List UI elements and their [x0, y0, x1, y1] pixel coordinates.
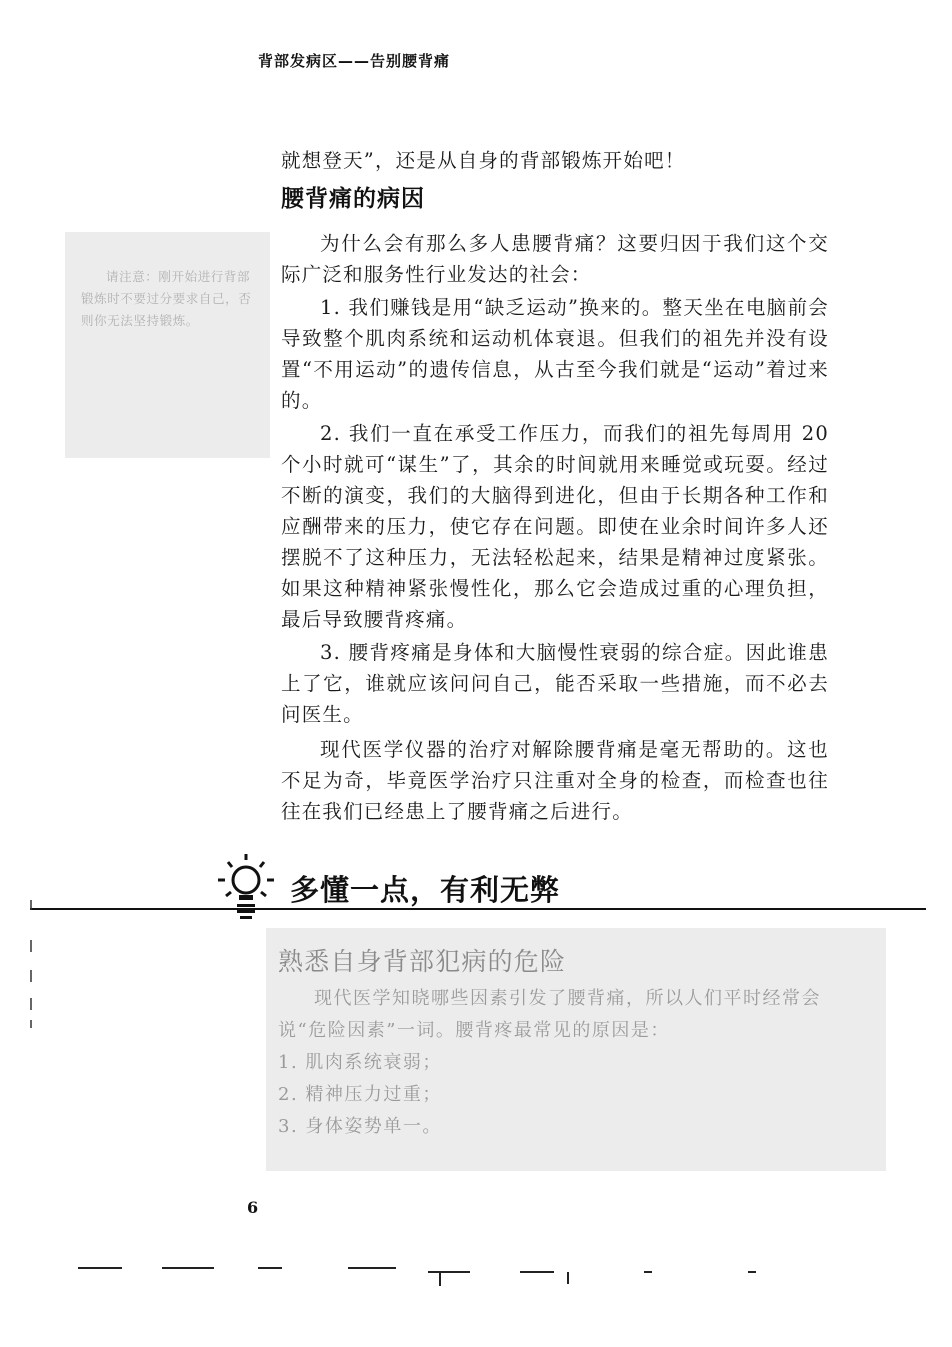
scan-edge-marks	[0, 1258, 952, 1298]
margin-dash-marks	[29, 900, 35, 1030]
page-number: 6	[247, 1198, 259, 1217]
tip-box-body	[278, 983, 838, 1143]
section-heading: 腰背痛的病因	[281, 186, 425, 212]
continued-text-line: 就想登天”，还是从自身的背部锻炼开始吧！	[281, 149, 686, 172]
section-body	[281, 228, 829, 827]
paragraph-reason-2: 2. 我们一直在承受工作压力，而我们的祖先每周用 20 个小时就可“谋生”了，其余的时间就用来睡觉或玩耍。经过不断的演变，我们的大脑得到进化，但由于长期各种工作和应酬带来的压力，使它存在问题。即使在业余时间许多人还摆脱不了这种压力，无法轻松起来，结果是精神过度紧张。如果这种精神紧张慢性化，那么它会造成过重的心理负担，最后导致腰背疼痛。	[281, 422, 829, 631]
tip-divider	[30, 908, 926, 910]
lightbulb-icon	[210, 842, 282, 932]
tip-box	[266, 928, 886, 1171]
running-head: 背部发病区——告别腰背痛	[258, 52, 451, 70]
paragraph-intro: 为什么会有那么多人患腰背痛？这要归因于我们这个交际广泛和服务性行业发达的社会：	[281, 232, 829, 286]
tip-intro: 现代医学知晓哪些因素引发了腰背痛，所以人们平时经常会说“危险因素”一词。腰背疼最常见的原因是：	[278, 988, 821, 1041]
tip-box-title: 熟悉自身背部犯病的危险	[278, 947, 567, 976]
paragraph-conclusion: 现代医学仪器的治疗对解除腰背痛是毫无帮助的。这也不足为奇，毕竟医学治疗只注重对全身的检查，而检查也往往在我们已经患上了腰背痛之后进行。	[281, 738, 829, 823]
paragraph-reason-3: 3. 腰背疼痛是身体和大脑慢性衰弱的综合症。因此谁患上了它，谁就应该问问自己，能否采取一些措施，而不必去问医生。	[281, 641, 829, 726]
side-note-text: 请注意：刚开始进行背部锻炼时不要过分要求自己，否则你无法坚持锻炼。	[81, 269, 252, 328]
tip-list-item: 1. 肌肉系统衰弱；	[278, 1052, 442, 1073]
paragraph-reason-1: 1. 我们赚钱是用“缺乏运动”换来的。整天坐在电脑前会导致整个肌肉系统和运动机体衰退。但我们的祖先并没有设置“不用运动”的遗传信息，从古至今我们就是“运动”着过来的。	[281, 296, 829, 412]
tip-list-item: 3. 身体姿势单一。	[278, 1116, 442, 1137]
tip-heading: 多懂一点，有利无弊	[290, 873, 561, 907]
side-note-box	[65, 232, 270, 458]
tip-list-item: 2. 精神压力过重；	[278, 1084, 442, 1105]
